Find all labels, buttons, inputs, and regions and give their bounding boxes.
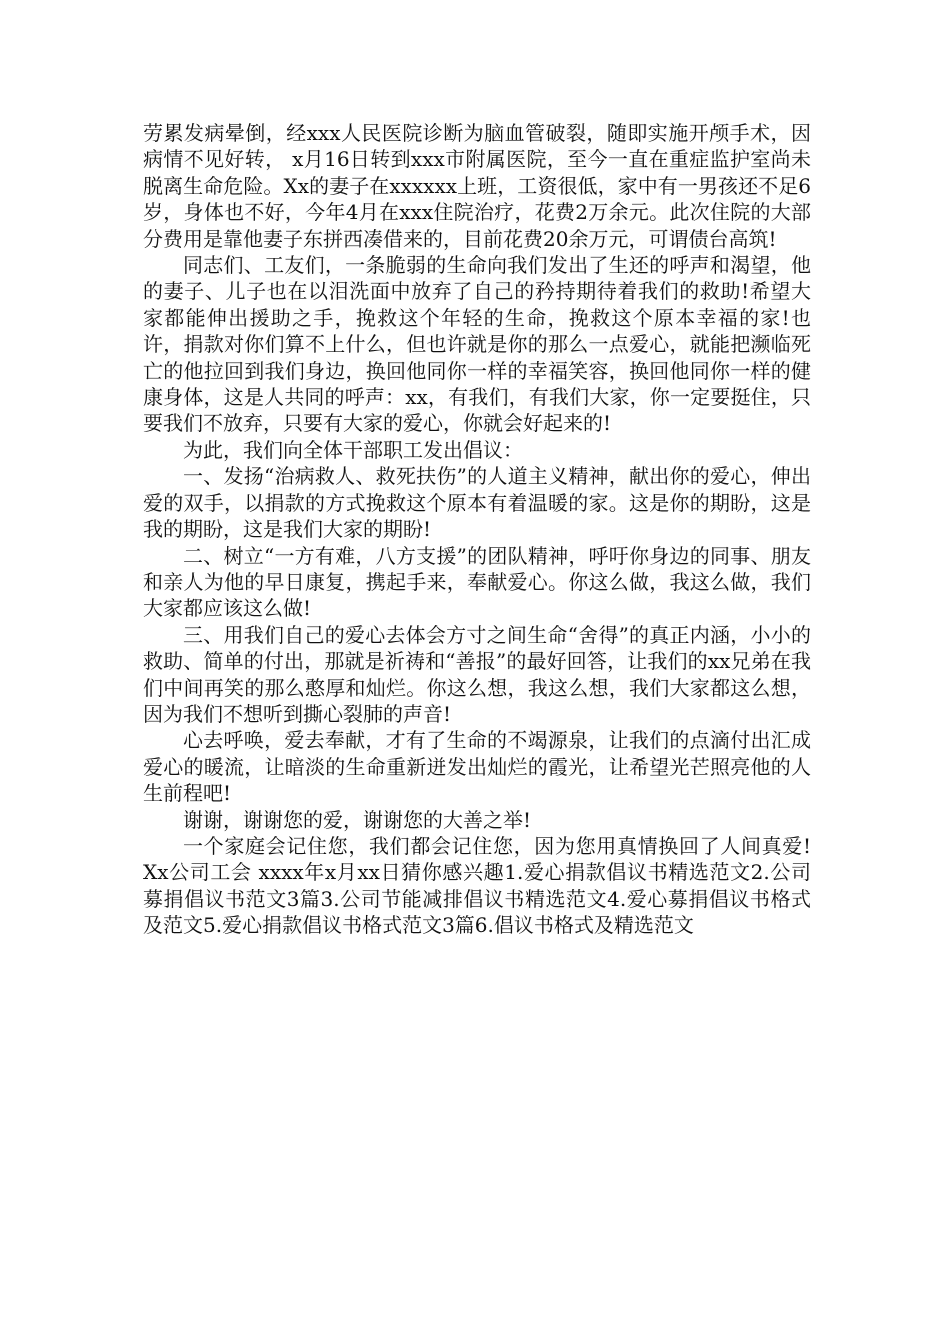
paragraph-thanks: 谢谢，谢谢您的爱，谢谢您的大善之举! (183, 807, 532, 832)
document-body (143, 120, 811, 939)
paragraph-proposal-2: 二、树立“一方有难，八方支援”的团队精神，呼吁你身边的同事、朋友和亲人为他的早日康复，携起手来，奉献爱心。你这么做，我这么做，我们大家都应该这么做! (143, 543, 811, 621)
paragraph-appeal: 同志们、工友们，一条脆弱的生命向我们发出了生还的呼声和渴望，他的妻子、儿子也在以泪洗面中放弃了自己的矜持期待着我们的救助!希望大家都能伸出援助之手，挽救这个年轻的生命，挽救这个原本幸福的家!也许，捐款对你们算不上什么，但也许就是你的那么一点爱心，就能把濒临死亡的他拉回到我们身边，换回他同你一样的幸福笑容，换回他同你一样的健康身体，这是人共同的呼声：xx，有我们，有我们大家，你一定要挺住，只要我们不放弃，只要有大家的爱心，你就会好起来的! (143, 253, 811, 436)
paragraph-signature-and-related: 一个家庭会记住您，我们都会记住您，因为您用真情换回了人间真爱! Xx公司工会 xxxx年x月xx日猜你感兴趣1.爱心捐款倡议书精选范文2.公司募捐倡议书范文3篇3.公司节能减排倡议书精选范文4.爱心募捐倡议书格式及范文5.爱心捐款倡议书格式范文3篇6.倡议书格式及精选范文 (143, 833, 811, 938)
paragraph-proposal-3: 三、用我们自己的爱心去体会方寸之间生命“舍得”的真正内涵，小小的救助、简单的付出，那就是祈祷和“善报”的最好回答，让我们的xx兄弟在我们中间再笑的那么憨厚和灿烂。你这么想，我这么想，我们大家都这么想，因为我们不想听到撕心裂肺的声音! (143, 622, 811, 726)
paragraph-patient-condition: 劳累发病晕倒，经xxx人民医院诊断为脑血管破裂，随即实施开颅手术，因病情不见好转， x月16日转到xxx市附属医院，至今一直在重症监护室尚未脱离生命危险。Xx的妻子在xxxxxx上班，工资很低，家中有一男孩还不足6岁，身体也不好，今年4月在xxx住院治疗，花费2万余元。此次住院的大部分费用是靠他妻子东拼西凑借来的，目前花费20余万元，可谓债台高筑! (143, 121, 811, 251)
paragraph-proposal-intro: 为此，我们向全体干部职工发出倡议： (183, 437, 523, 462)
paragraph-closing-call: 心去呼唤，爱去奉献，才有了生命的不竭源泉，让我们的点滴付出汇成爱心的暖流，让暗淡的生命重新迸发出灿烂的霞光，让希望光芒照亮他的人生前程吧! (143, 728, 811, 806)
paragraph-proposal-1: 一、发扬“治病救人、救死扶伤”的人道主义精神，献出你的爱心，伸出爱的双手，以捐款的方式挽救这个原本有着温暖的家。这是你的期盼，这是我的期盼，这是我们大家的期盼! (143, 464, 811, 542)
